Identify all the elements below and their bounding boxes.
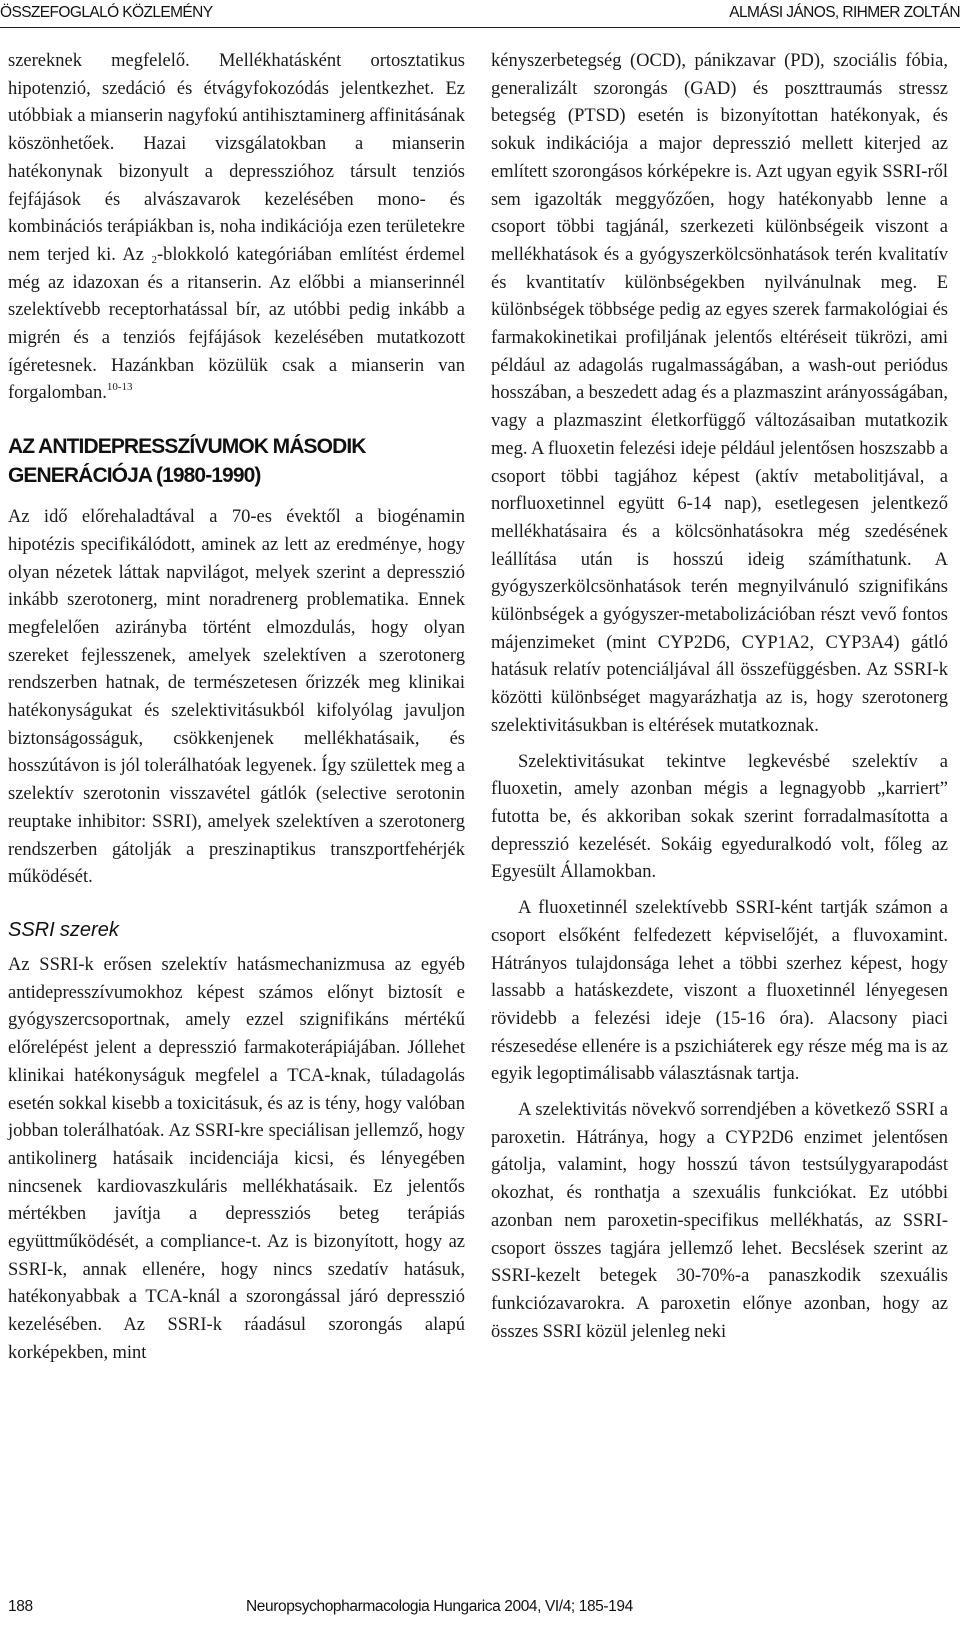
subsection-heading: SSRI szerek	[8, 918, 119, 941]
page-footer	[0, 1598, 960, 1622]
reference-marker[interactable]: 10-13	[106, 381, 133, 394]
header-authors: ALMÁSI JÁNOS, RIHMER ZOLTÁN	[729, 4, 960, 21]
page-number: 188	[8, 1598, 33, 1615]
paragraph: A fluoxetinnél szelektívebb SSRI-ként tartják számon a csoport elsőként felfedezett képviselőjét, a fluvoxamint. Hátrányos tulajdonsága lehet a többi szerhez képest, hogy lassabb a hatáskezdete, viszont a fluoxetinnél lényegesen rövidebb a felezési ideje (15-16 óra). Alacsony piaci részesedése ellenére is a pszichiáterek egy része még ma is az egyik legoptimálisabb választásnak tartja.	[491, 898, 948, 1085]
header-section-label: ÖSSZEFOGLALÓ KÖZLEMÉNY	[0, 4, 213, 21]
paragraph: szereknek megfelelő. Mellékhatásként ortosztatikus hipotenzió, szedáció és étvágyfokozódás jelentkezhet. Ez utóbbiak a mianserin nagyfokú antihisztaminerg affinitásának köszönhetőek. Hazai vizsgálatokban a mianserin hatékonynak bizonyult a depresszióhoz társult tenziós fejfájások és alvászavarok kezelésében mono- és kombinációs terápiákban is, noha indikációja ezen területekre nem terjed ki. Az $_2$-blokkoló kategóriában említést érdemel még az idazoxan és a ritanserin. Az előbbi a mianserinnél szelektívebb receptorhatással bír, az utóbbi pedig inkább a migrén és a tenziós fejfájások kezelésében mutatkozott ígéretesnek. Hazánkban közülük csak a mianserin van forgalomban.$^{10-13}$	[8, 51, 465, 404]
subscript: 2	[151, 253, 157, 266]
section-heading: AZ ANTIDEPRESSZÍVUMOK MÁSODIK GENERÁCIÓJA (1980-1990)	[8, 435, 366, 488]
paragraph: Az idő előrehaladtával a 70-es évektől a biogénamin hipotézis specifikálódott, aminek az lett az eredménye, hogy olyan nézetek láttak napvilágot, melyek szerint a depresszió inkább szerotonerg, mint noradrenerg problematika. Ennek megfelelően azirányba történt elmozdulás, hogy olyan szereket fejlesszenek, amelyek szelektíven a szerotonerg rendszerben hatnak, de természetesen őrizzék meg klinikai hatékonyságukat és szelektivitásukból kifolyólag javuljon biztonságosságuk, csökkenjenek mellékhatásaik, és hosszútávon is jól tolerálhatóak legyenek. Így születtek meg a szelektív szerotonin visszavétel gátlók (selective serotonin reuptake inhibitor: SSRI), amelyek szelektíven a szerotonerg rendszerben gátolják a preszinaptikus transzportfehérjék működését.	[8, 507, 465, 888]
paragraph: Az SSRI-k erősen szelektív hatásmechanizmusa az egyéb antidepresszívumokhoz képest számos előnyt biztosít e gyógyszercsoportnak, amely ezzel szignifikáns mértékű előrelépést jelent a depresszió farmakoterápiájában. Jóllehet klinikai hatékonyságuk megfelel a TCA-knak, túladagolás esetén sokkal kisebb a toxicitásuk, és az is tény, hogy valóban jobban tolerálhatóak. Az SSRI-kre speciálisan jellemző, hogy antikolinerg hatásaik incidenciája kicsi, és lényegében nincsenek kardiovaszkuláris mellékhatásaik. Ez jelentős mértékben javítja a depressziós beteg terápiás együttműködését, a compliance-t. Az is bizonyított, hogy az SSRI-k, annak ellenére, hogy nincs szedatív hatásuk, hatékonyabbak a TCA-knál a szorongással járó depresszió kezelésében. Az SSRI-k ráadásul szorongás alapú korképekben, mint	[8, 954, 465, 1363]
paragraph: A szelektivitás növekvő sorrendjében a következő SSRI a paroxetin. Hátránya, hogy a CYP2D6 enzimet jelentősen gátolja, valamint, hogy hosszú távon testsúlygyarapodást okozhat, és ronthatja a szexuális funkciókat. Ez utóbbi azonban nem paroxetin-specifikus mellékhatás, az SSRI-csoport összes tagjára jellemző lehet. Becslések szerint az SSRI-kezelt betegek 30-70%-a panaszkodik szexuális funkciózavarokra. A paroxetin előnye azonban, hogy az összes SSRI közül jelenleg neki	[491, 1100, 948, 1342]
running-header	[0, 0, 960, 28]
paragraph: kényszerbetegség (OCD), pánikzavar (PD), szociális fóbia, generalizált szorongás (GAD) és poszttraumás stressz betegség (PTSD) esetén is bizonyítottan hatékonyak, és sokuk indikációja a major depresszió mellett kiterjed az említett szorongásos kórképekre is. Azt ugyan egyik SSRI-ről sem igazolták meggyőzően, hogy hatékonyabb lenne a csoport többi tagjánál, szerkezeti különbségeik viszont a mellékhatások és a gyógyszerkölcsönhatások terén kvalitatív és kvantitatív különbségekben nyilvánulnak meg. E különbségek többsége pedig az egyes szerek farmakológiai és farmakokinetikai profiljának jelentős eltéréseit tükrözi, ami például az adagolás rugalmasságában, a wash-out periódus hosszában, a beszedett adag és a plazmaszint arányosságában, vagy a plazmaszint életkorfüggő változásaiban mutatkozik meg. A fluoxetin felezési ideje például jelentősen hoszszabb a csoport többi tagjához képest (aktív metabolitjával, a norfluoxetinnel együtt 6-14 nap), esetlegesen jelentkező mellékhatásaira és a kölcsönhatásokra még szedésének leállítása után is hosszú ideig számíthatunk. A gyógyszerkölcsönhatások terén megnyilvánuló szignifikáns különbségek a gyógyszer-metabolizációban részt vevő fontos májenzimeket (mint CYP2D6, CYP1A2, CYP3A4) gátló hatásuk relatív potenciáljával áll összefüggésben. Az SSRI-k közötti különbséget magyarázhatja az is, hogy szerotonerg szelektivitásukban is eltérések mutatkoznak.	[491, 51, 948, 736]
right-column	[491, 48, 948, 1346]
left-column	[8, 48, 465, 1368]
paragraph: Szelektivitásukat tekintve legkevésbé szelektív a fluoxetin, amely azonban mégis a legnagyobb „karriert” futotta be, és akkoriban sokak szerint forradalmasította a depresszió kezelését. Sokáig egyeduralkodó volt, főleg az Egyesült Államokban.	[491, 751, 948, 883]
journal-citation: Neuropsychopharmacologia Hungarica 2004, VI/4; 185-194	[246, 1598, 633, 1615]
